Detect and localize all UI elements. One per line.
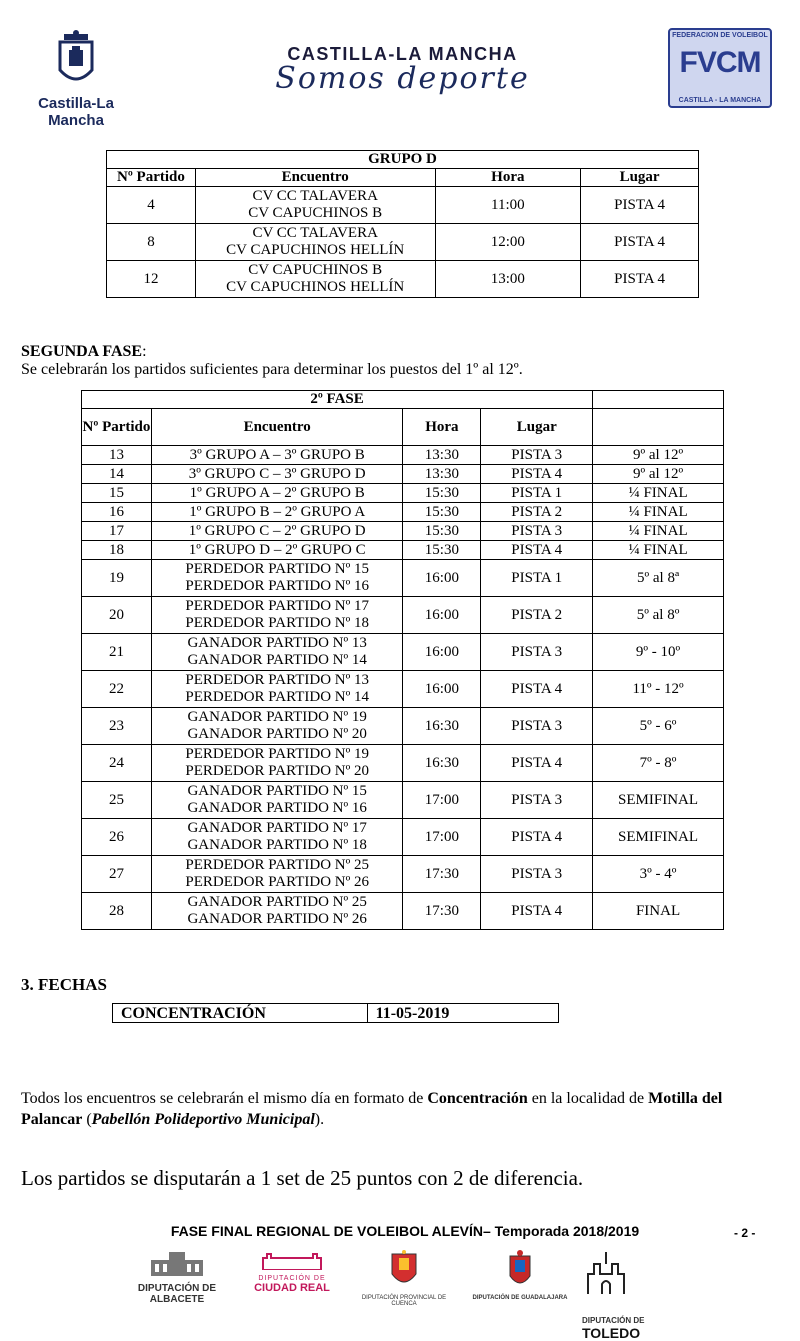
match-court: PISTA 4 (581, 187, 699, 224)
team-home: GANADOR PARTIDO Nº 19 (187, 709, 367, 725)
team-home: PERDEDOR PARTIDO Nº 19 (185, 746, 370, 762)
table-row (82, 893, 724, 930)
match-position: FINAL (593, 893, 724, 930)
match-court: PISTA 1 (481, 484, 593, 503)
match-number: 17 (82, 522, 152, 541)
match-time: 12:00 (435, 224, 581, 261)
match-position: 5º al 8º (593, 597, 724, 634)
diputacion-toledo-label-1: DIPUTACIÓN DE (582, 1316, 645, 1325)
table-row (82, 782, 724, 819)
match-teams (151, 708, 403, 745)
info-text: en la localidad de (527, 1090, 649, 1107)
match-time: 17:30 (403, 893, 481, 930)
fvcm-logo (668, 28, 772, 112)
match-court: PISTA 4 (481, 745, 593, 782)
match-number: 25 (82, 782, 152, 819)
info-paragraph (21, 1088, 771, 1130)
fvcm-bottom-text: CASTILLA - LA MANCHA (678, 97, 762, 104)
match-court: PISTA 3 (481, 782, 593, 819)
match-position: ¼ FINAL (593, 541, 724, 560)
team-away: GANADOR PARTIDO Nº 26 (187, 911, 367, 927)
match-number: 13 (82, 446, 152, 465)
sets-note: Los partidos se disputarán a 1 set de 25 puntos con 2 de diferencia. (21, 1166, 584, 1190)
team-home: PERDEDOR PARTIDO Nº 13 (185, 672, 370, 688)
fechas-table (112, 1003, 559, 1023)
diputacion-guadalajara-logo (470, 1250, 570, 1301)
team-away: PERDEDOR PARTIDO Nº 18 (185, 615, 370, 631)
match-teams: 1º GRUPO A – 2º GRUPO B (151, 484, 403, 503)
match-position: 3º - 4º (593, 856, 724, 893)
match-number: 27 (82, 856, 152, 893)
grupo-d-table (106, 150, 699, 298)
table-row (82, 671, 724, 708)
match-teams (195, 187, 435, 224)
match-time: 16:30 (403, 745, 481, 782)
col-header-lugar: Lugar (481, 409, 593, 446)
diputacion-ciudad-real-label-2: CIUDAD REAL (254, 1282, 330, 1294)
team-home: GANADOR PARTIDO Nº 25 (187, 894, 367, 910)
match-time: 15:30 (403, 541, 481, 560)
table-row (107, 261, 699, 298)
match-time: 15:30 (403, 484, 481, 503)
match-time: 15:30 (403, 522, 481, 541)
team-home: CV CC TALAVERA (252, 225, 378, 241)
info-bold-italic: Pabellón Polideportivo Municipal (91, 1111, 315, 1128)
match-teams (151, 597, 403, 634)
info-text: Todos los encuentros se celebrarán el mismo día en formato de (21, 1090, 428, 1107)
diputacion-albacete-label: DIPUTACIÓN DE ALBACETE (137, 1283, 217, 1305)
match-number: 8 (107, 224, 196, 261)
team-home: PERDEDOR PARTIDO Nº 15 (185, 561, 370, 577)
info-bold: Concentración (427, 1090, 528, 1107)
match-court: PISTA 4 (581, 224, 699, 261)
match-teams (151, 782, 403, 819)
info-text: ( (82, 1111, 92, 1128)
match-time: 16:00 (403, 560, 481, 597)
match-number: 23 (82, 708, 152, 745)
match-position: ¼ FINAL (593, 503, 724, 522)
castle-icon (257, 1250, 327, 1270)
brand-slogan (205, 61, 600, 96)
match-court: PISTA 2 (481, 503, 593, 522)
col-header-num: Nº Partido (107, 169, 196, 187)
match-number: 12 (107, 261, 196, 298)
match-number: 21 (82, 634, 152, 671)
shield-icon (389, 1250, 419, 1290)
team-away: GANADOR PARTIDO Nº 20 (187, 726, 367, 742)
match-teams: 3º GRUPO A – 3º GRUPO B (151, 446, 403, 465)
match-number: 28 (82, 893, 152, 930)
grupo-d-title: GRUPO D (107, 151, 699, 169)
table-row (82, 541, 724, 560)
match-court: PISTA 3 (481, 634, 593, 671)
match-teams (195, 261, 435, 298)
match-number: 16 (82, 503, 152, 522)
match-number: 19 (82, 560, 152, 597)
match-teams (151, 745, 403, 782)
fecha-value: 11-05-2019 (367, 1004, 558, 1023)
building-icon (147, 1250, 207, 1278)
match-time: 13:30 (403, 465, 481, 484)
match-position: 5º - 6º (593, 708, 724, 745)
table-row (82, 819, 724, 856)
table-row (82, 560, 724, 597)
diputacion-toledo-label-2: TOLEDO (582, 1325, 641, 1341)
match-position: 5º al 8ª (593, 560, 724, 597)
match-teams: 1º GRUPO B – 2º GRUPO A (151, 503, 403, 522)
segunda-fase-title: SEGUNDA FASE (21, 343, 143, 360)
match-teams (151, 560, 403, 597)
logo-name: Castilla-La Mancha (38, 95, 114, 129)
col-header-hora: Hora (435, 169, 581, 187)
fechas-heading: 3. FECHAS (21, 975, 107, 994)
match-time: 17:00 (403, 782, 481, 819)
diputacion-cuenca-label: DIPUTACIÓN PROVINCIAL DE CUENCA (361, 1295, 447, 1307)
table-row (82, 745, 724, 782)
team-away: PERDEDOR PARTIDO Nº 14 (185, 689, 370, 705)
crest-icon (56, 30, 96, 88)
team-away: PERDEDOR PARTIDO Nº 26 (185, 874, 370, 890)
match-court: PISTA 4 (481, 819, 593, 856)
shield-icon (508, 1250, 532, 1290)
match-court: PISTA 4 (481, 541, 593, 560)
match-position: 9º al 12º (593, 446, 724, 465)
match-teams: 1º GRUPO D – 2º GRUPO C (151, 541, 403, 560)
match-number: 20 (82, 597, 152, 634)
match-teams: 1º GRUPO C – 2º GRUPO D (151, 522, 403, 541)
table-row (107, 187, 699, 224)
match-teams (151, 634, 403, 671)
match-court: PISTA 3 (481, 522, 593, 541)
diputacion-ciudad-real-label-1: DIPUTACIÓN DE (258, 1275, 326, 1282)
match-number: 4 (107, 187, 196, 224)
diputacion-albacete-logo (118, 1250, 236, 1305)
table-row (107, 224, 699, 261)
match-teams (151, 671, 403, 708)
segunda-fase-heading (21, 343, 147, 361)
table-row (82, 856, 724, 893)
col-header-lugar: Lugar (581, 169, 699, 187)
brand-title: CASTILLA-LA MANCHA (287, 44, 518, 64)
page-header (0, 0, 800, 130)
table-row (82, 708, 724, 745)
fase2-table (81, 390, 724, 930)
match-position: SEMIFINAL (593, 782, 724, 819)
diputacion-toledo-logo (578, 1250, 690, 1341)
team-away: PERDEDOR PARTIDO Nº 20 (185, 763, 370, 779)
match-time: 16:00 (403, 671, 481, 708)
col-header-hora: Hora (403, 409, 481, 446)
match-position: 11º - 12º (593, 671, 724, 708)
brand-logo (205, 44, 600, 96)
fvcm-mid-text: FVCM (679, 46, 761, 79)
team-home: GANADOR PARTIDO Nº 17 (187, 820, 367, 836)
table-row (82, 597, 724, 634)
fvcm-top-text: FEDERACION DE VOLEIBOL (672, 32, 768, 39)
team-home: PERDEDOR PARTIDO Nº 17 (185, 598, 370, 614)
match-teams (151, 856, 403, 893)
match-time: 16:30 (403, 708, 481, 745)
match-court: PISTA 3 (481, 708, 593, 745)
match-court: PISTA 1 (481, 560, 593, 597)
team-away: GANADOR PARTIDO Nº 16 (187, 800, 367, 816)
info-bold: Motilla del Palancar (21, 1090, 723, 1128)
match-time: 16:00 (403, 634, 481, 671)
match-number: 15 (82, 484, 152, 503)
match-time: 17:00 (403, 819, 481, 856)
table-row (82, 446, 724, 465)
match-teams (151, 893, 403, 930)
alcazar-icon (584, 1250, 628, 1298)
match-number: 24 (82, 745, 152, 782)
match-position: ¼ FINAL (593, 522, 724, 541)
table-row (82, 634, 724, 671)
diputacion-cuenca-logo (352, 1250, 456, 1307)
match-time: 13:00 (435, 261, 581, 298)
match-number: 22 (82, 671, 152, 708)
col-header-encuentro: Encuentro (195, 169, 435, 187)
team-home: CV CC TALAVERA (252, 188, 378, 204)
match-number: 26 (82, 819, 152, 856)
match-court: PISTA 2 (481, 597, 593, 634)
match-teams: 3º GRUPO C – 3º GRUPO D (151, 465, 403, 484)
fase2-title: 2º FASE (82, 391, 593, 409)
match-time: 17:30 (403, 856, 481, 893)
team-home: PERDEDOR PARTIDO Nº 25 (185, 857, 370, 873)
team-home: GANADOR PARTIDO Nº 15 (187, 783, 367, 799)
match-court: PISTA 4 (481, 893, 593, 930)
match-position: ¼ FINAL (593, 484, 724, 503)
col-header-puesto (593, 409, 724, 446)
match-time: 11:00 (435, 187, 581, 224)
team-away: CV CAPUCHINOS B (248, 205, 383, 221)
match-time: 13:30 (403, 446, 481, 465)
match-court: PISTA 4 (581, 261, 699, 298)
match-position: 9º al 12º (593, 465, 724, 484)
table-row (82, 484, 724, 503)
match-teams (195, 224, 435, 261)
match-position: SEMIFINAL (593, 819, 724, 856)
segunda-fase-colon: : (142, 343, 147, 360)
team-home: GANADOR PARTIDO Nº 13 (187, 635, 367, 651)
team-away: PERDEDOR PARTIDO Nº 16 (185, 578, 370, 594)
match-position: 9º - 10º (593, 634, 724, 671)
match-teams (151, 819, 403, 856)
match-court: PISTA 4 (481, 671, 593, 708)
team-home: CV CAPUCHINOS B (248, 262, 383, 278)
match-number: 18 (82, 541, 152, 560)
match-court: PISTA 4 (481, 465, 593, 484)
fase2-blank-header (593, 391, 724, 409)
diputacion-guadalajara-label: DIPUTACIÓN DE GUADALAJARA (472, 1295, 568, 1301)
match-court: PISTA 3 (481, 446, 593, 465)
table-row (82, 522, 724, 541)
match-time: 16:00 (403, 597, 481, 634)
info-text: ). (314, 1111, 325, 1128)
table-row (82, 503, 724, 522)
col-header-num: Nº Partido (82, 409, 152, 446)
team-away: CV CAPUCHINOS HELLÍN (226, 242, 405, 258)
table-row (82, 465, 724, 484)
match-position: 7º - 8º (593, 745, 724, 782)
match-time: 15:30 (403, 503, 481, 522)
col-header-encuentro: Encuentro (151, 409, 403, 446)
footer-title: FASE FINAL REGIONAL DE VOLEIBOL ALEVÍN– Temporada 2018/2019 (170, 1223, 640, 1239)
match-number: 14 (82, 465, 152, 484)
team-away: GANADOR PARTIDO Nº 14 (187, 652, 367, 668)
segunda-fase-text: Se celebrarán los partidos suficientes para determinar los puestos del 1º al 12º. (21, 361, 523, 378)
team-away: GANADOR PARTIDO Nº 18 (187, 837, 367, 853)
page-number: - 2 - (734, 1226, 756, 1240)
team-away: CV CAPUCHINOS HELLÍN (226, 279, 405, 295)
castilla-la-mancha-logo (14, 30, 138, 129)
diputacion-ciudad-real-logo (250, 1250, 334, 1294)
brand-slogan-text: Somos deporte (275, 61, 530, 96)
match-court: PISTA 3 (481, 856, 593, 893)
fecha-label: CONCENTRACIÓN (113, 1004, 368, 1023)
